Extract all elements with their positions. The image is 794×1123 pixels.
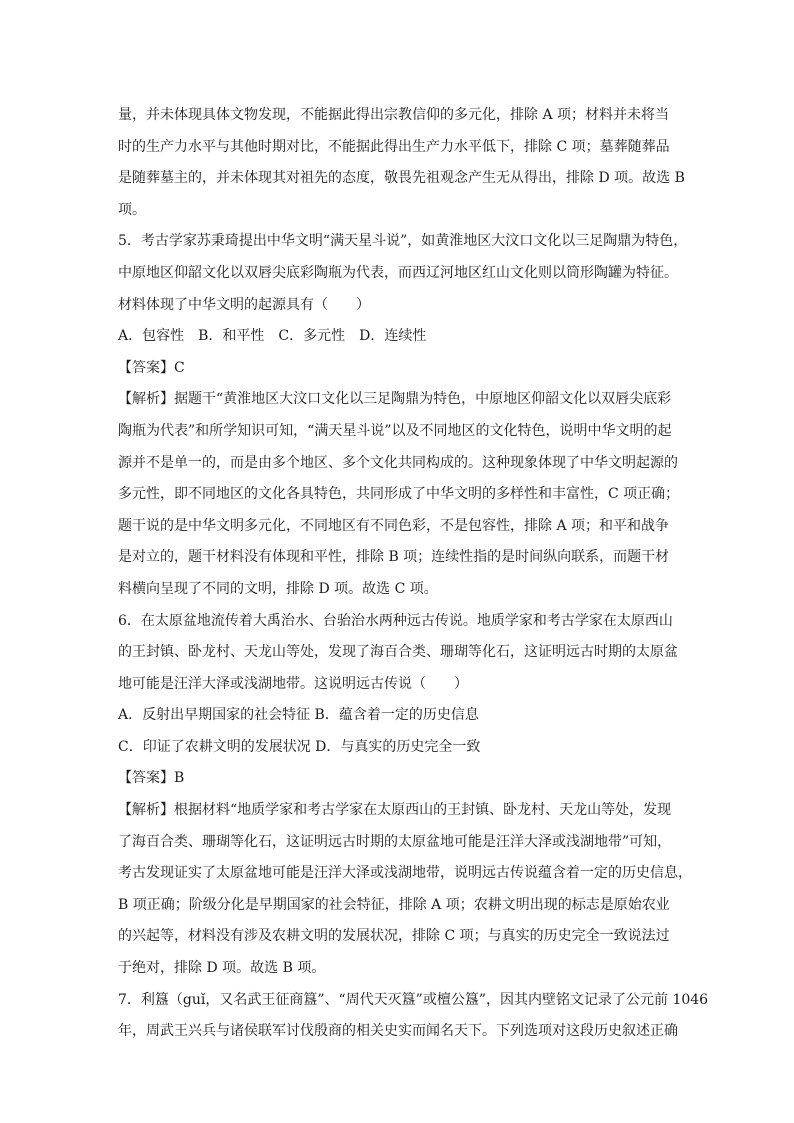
question-stem-line: 7．利簋（guǐ，又名武王征商簋”、“周代天灭簋”或檀公簋”，因其内壁铭文记录了公元前 1046 bbox=[118, 991, 709, 1008]
question-stem-line: 6．在太原盆地流传着大禹治水、台骀治水两种远古传说。地质学家和考古学家在太原西山 bbox=[118, 612, 673, 629]
analysis-line: 源并不是单一的，而是由多个地区、多个文化共同构成的。这种现象体现了中华文明起源的 bbox=[118, 454, 678, 471]
analysis-line: 于绝对，排除 D 项。故选 B 项。 bbox=[118, 960, 326, 977]
analysis-line: 【解析】据题干“黄淮地区大汶口文化以三足陶鼎为特色，中原地区仰韶文化以双唇尖底彩 bbox=[118, 391, 672, 408]
document-page bbox=[118, 100, 709, 1048]
answer-label: 【答案】C bbox=[118, 359, 185, 376]
analysis-line: 考古发现证实了太原盆地可能是汪洋大泽或浅湖地带，说明远古传说蕴含着一定的历史信息， bbox=[118, 865, 692, 882]
question-6 bbox=[118, 606, 692, 985]
question-stem-line: 5．考古学家苏秉琦提出中华文明“满天星斗说”，如黄淮地区大汶口文化以三足陶鼎为特色， bbox=[118, 233, 688, 250]
analysis-line: 陶瓶为代表”和所学知识可知，“满天星斗说”以及不同地区的文化特色，说明中华文明的起 bbox=[118, 422, 672, 439]
question-7 bbox=[118, 985, 709, 1048]
question-options: A．反射出早期国家的社会特征 B．蕴含着一定的历史信息 bbox=[118, 707, 479, 724]
analysis-line: 题干说的是中华文明多元化，不同地区有不同色彩，不是包容性，排除 A 项；和平和战争 bbox=[118, 517, 670, 534]
question-options: C．印证了农耕文明的发展状况 D．与真实的历史完全一致 bbox=[118, 738, 481, 755]
question-stem-line: 地可能是汪洋大泽或浅湖地带。这说明远古传说（ ） bbox=[118, 675, 468, 692]
analysis-line: 多元性，即不同地区的文化各具特色，共同形成了中华文明的多样性和丰富性，C 项正确； bbox=[118, 486, 680, 503]
text-line: 量，并未体现具体文物发现，不能据此得出宗教信仰的多元化，排除 A 项；材料并未将当 bbox=[118, 107, 670, 123]
analysis-line: 是对立的，题干材料没有体现和平性，排除 B 项；连续性指的是时间纵向联系，而题干材 bbox=[118, 549, 670, 566]
question-stem-line: 的王封镇、卧龙村、天龙山等处，发现了海百合类、珊瑚等化石，这证明远古时期的太原盆 bbox=[118, 644, 678, 661]
analysis-line: B 项正确；阶级分化是早期国家的社会特征，排除 A 项；农耕文明出现的标志是原始农业 bbox=[118, 896, 670, 913]
analysis-line: 的兴起等，材料没有涉及农耕文明的发展状况，排除 C 项；与真实的历史完全一致说法过 bbox=[118, 928, 670, 945]
question-stem-line: 年，周武王兴兵与诸侯联军讨伐殷商的相关史实而闻名天下。下列选项对这段历史叙述正确 bbox=[118, 1023, 678, 1040]
text-line: 项。 bbox=[118, 201, 146, 218]
answer-label: 【答案】B bbox=[118, 770, 185, 787]
question-stem-line: 中原地区仰韶文化以双唇尖底彩陶瓶为代表，而西辽河地区红山文化则以筒形陶罐为特征。 bbox=[118, 264, 678, 281]
question-stem-line: 材料体现了中华文明的起源具有（ ） bbox=[118, 296, 370, 313]
analysis-line: 了海百合类、珊瑚等化石，这证明远古时期的太原盆地可能是汪洋大泽或浅湖地带”可知， bbox=[118, 833, 672, 850]
question-5 bbox=[118, 226, 688, 605]
text-line: 是随葬墓主的，并未体现其对祖先的态度，敬畏先祖观念产生无从得出，排除 D 项。故选 B bbox=[118, 170, 685, 187]
analysis-line: 【解析】根据材料“地质学家和考古学家在太原西山的王封镇、卧龙村、天龙山等处，发现 bbox=[118, 802, 672, 819]
prev-analysis-tail bbox=[118, 100, 688, 226]
text-line: 时的生产力水平与其他时期对比，不能据此得出生产力水平低下，排除 C 项；墓葬随葬品 bbox=[118, 138, 670, 155]
analysis-line: 料横向呈现了不同的文明，排除 D 项。故选 C 项。 bbox=[118, 580, 438, 597]
question-options: A．包容性 B．和平性 C．多元性 D．连续性 bbox=[118, 328, 427, 345]
